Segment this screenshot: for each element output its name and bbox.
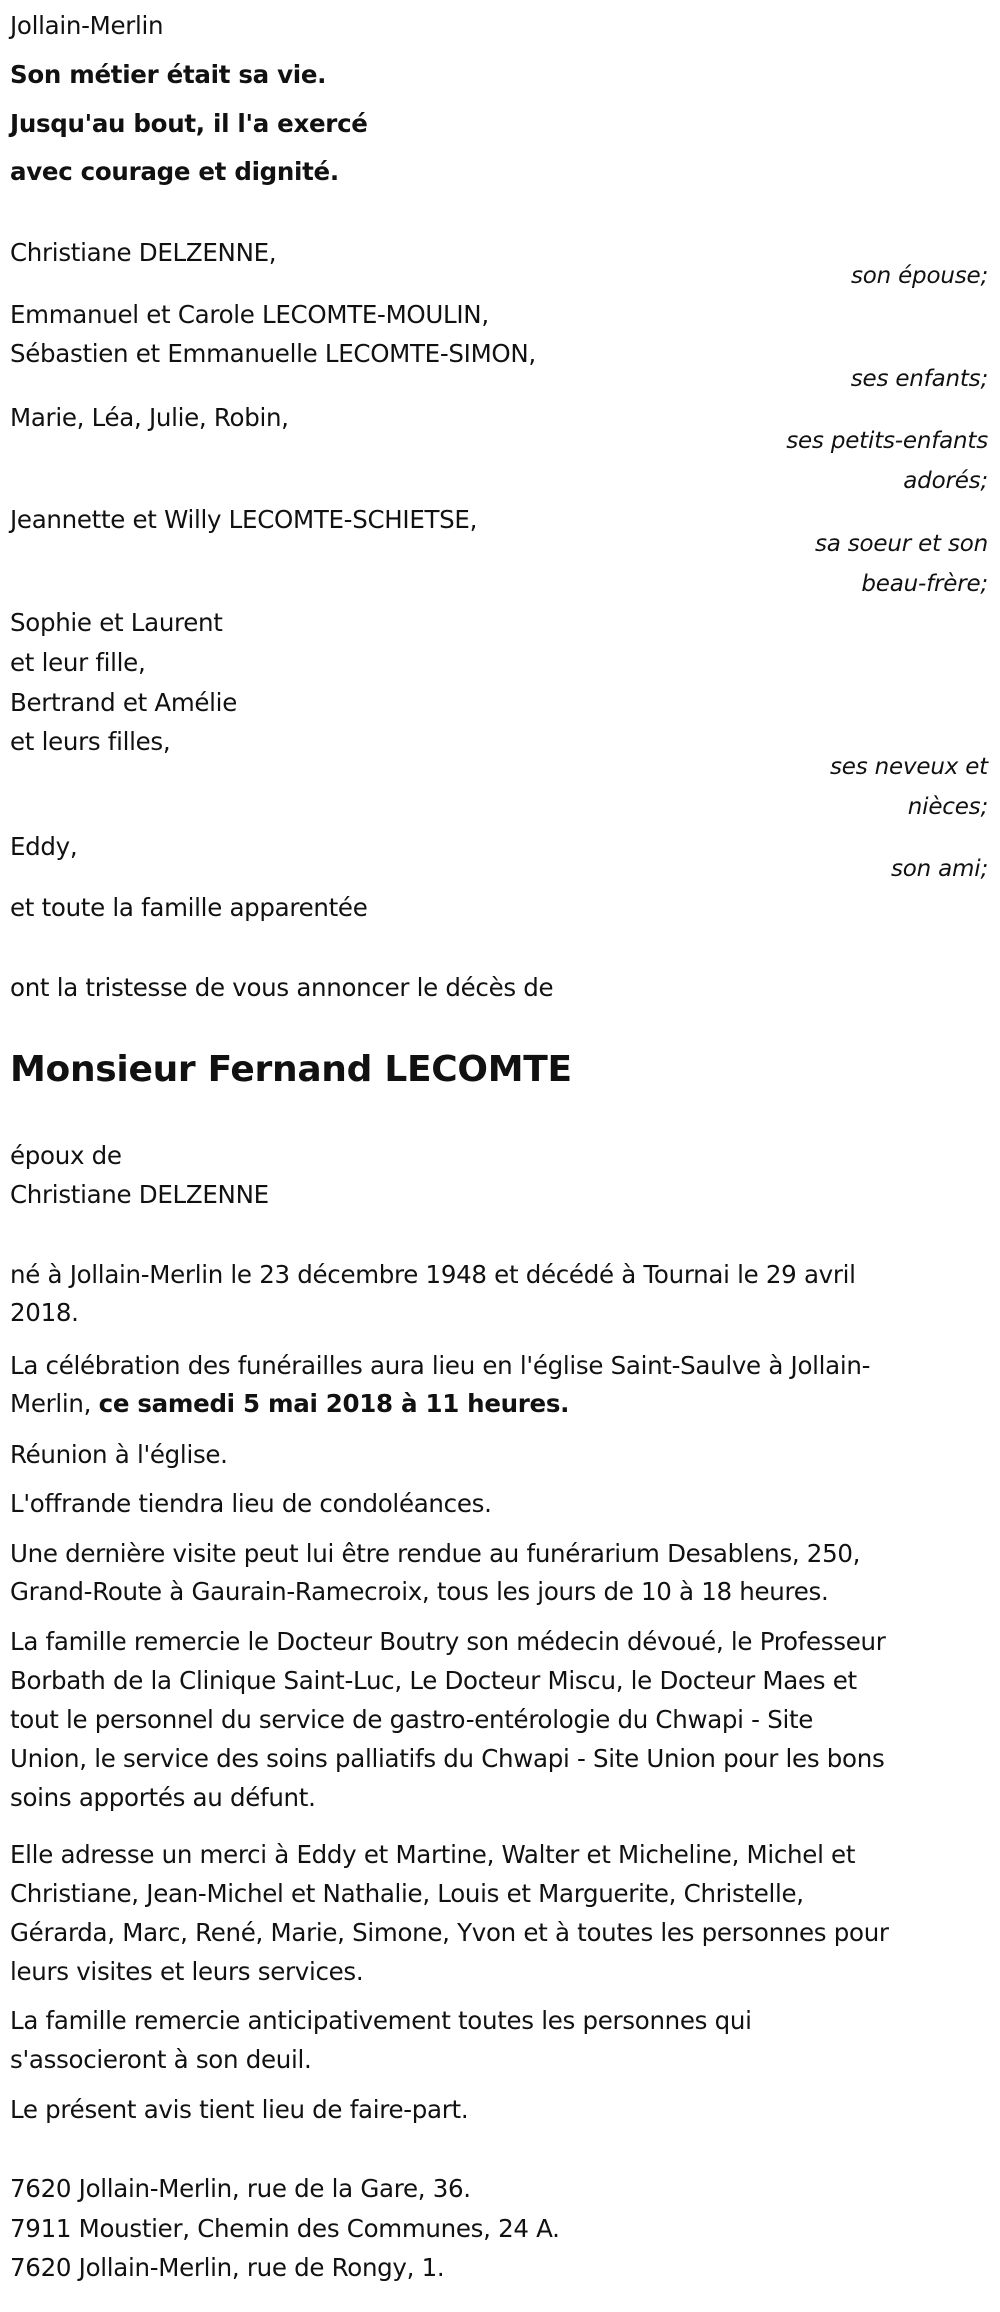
thanks-friends-line: Elle adresse un merci à Eddy et Martine, Walter et Micheline, Michel et — [10, 1840, 856, 1869]
family-relation: beau-frère; — [861, 571, 988, 597]
celebration-datetime: ce samedi 5 mai 2018 à 11 heures. — [98, 1389, 570, 1418]
celebration-line: La célébration des funérailles aura lieu en l'église Saint-Saulve à Jollain- — [10, 1351, 871, 1380]
family-relation: sa soeur et son — [814, 531, 988, 557]
meeting-text: Réunion à l'église. — [10, 1440, 228, 1469]
family-relation: son ami; — [891, 856, 988, 882]
thanks-friends-line: Christiane, Jean-Michel et Nathalie, Louis et Marguerite, Christelle, — [10, 1879, 804, 1908]
deceased-name: Monsieur Fernand LECOMTE — [10, 1049, 572, 1090]
family-name: Eddy, — [10, 832, 78, 861]
thanks-medical-line: La famille remercie le Docteur Boutry son médecin dévoué, le Professeur — [10, 1627, 886, 1656]
family-name: Emmanuel et Carole LECOMTE-MOULIN, — [10, 300, 489, 329]
family-name: et toute la famille apparentée — [10, 893, 368, 922]
celebration-line — [10, 1384, 569, 1424]
visit-line: Grand-Route à Gaurain-Ramecroix, tous les jours de 10 à 18 heures. — [10, 1577, 829, 1606]
thanks-medical-line: Union, le service des soins palliatifs du Chwapi - Site Union pour les bons — [10, 1744, 885, 1773]
birth-death-line: 2018. — [10, 1298, 79, 1327]
family-name: Sophie et Laurent — [10, 608, 223, 637]
celebration-place: Merlin, — [10, 1389, 99, 1418]
family-name: Christiane DELZENNE, — [10, 238, 277, 267]
family-relation: ses neveux et — [830, 754, 988, 780]
offering-text: L'offrande tiendra lieu de condoléances. — [10, 1489, 492, 1518]
thanks-medical-line: tout le personnel du service de gastro-entérologie du Chwapi - Site — [10, 1705, 814, 1734]
spouse-label: époux de — [10, 1141, 122, 1170]
spouse-name: Christiane DELZENNE — [10, 1180, 269, 1209]
address-line: 7911 Moustier, Chemin des Communes, 24 A. — [10, 2214, 560, 2243]
family-name: Sébastien et Emmanuelle LECOMTE-SIMON, — [10, 339, 536, 368]
family-relation: ses petits-enfants — [786, 428, 988, 454]
birth-death-line: né à Jollain-Merlin le 23 décembre 1948 et décédé à Tournai le 29 avril — [10, 1260, 856, 1289]
family-name: et leurs filles, — [10, 727, 171, 756]
place-heading: Jollain-Merlin — [10, 11, 164, 40]
notice-text: Le présent avis tient lieu de faire-part. — [10, 2095, 469, 2124]
address-line: 7620 Jollain-Merlin, rue de Rongy, 1. — [10, 2253, 445, 2282]
thanks-friends-line: Gérarda, Marc, René, Marie, Simone, Yvon et à toutes les personnes pour — [10, 1918, 889, 1947]
motto-line: Son métier était sa vie. — [10, 60, 327, 89]
thanks-anticipated-line: La famille remercie anticipativement toutes les personnes qui — [10, 2006, 752, 2035]
family-name: Marie, Léa, Julie, Robin, — [10, 403, 289, 432]
thanks-friends-line: leurs visites et leurs services. — [10, 1957, 364, 1986]
family-relation: adorés; — [903, 468, 988, 494]
family-name: Jeannette et Willy LECOMTE-SCHIETSE, — [10, 505, 478, 534]
thanks-anticipated-line: s'associeront à son deuil. — [10, 2045, 312, 2074]
family-name: et leur fille, — [10, 648, 146, 677]
family-name: Bertrand et Amélie — [10, 688, 237, 717]
motto-line: Jusqu'au bout, il l'a exercé — [10, 109, 368, 138]
family-relation: nièces; — [907, 794, 988, 820]
thanks-medical-line: soins apportés au défunt. — [10, 1783, 316, 1812]
thanks-medical-line: Borbath de la Clinique Saint-Luc, Le Docteur Miscu, le Docteur Maes et — [10, 1666, 857, 1695]
visit-line: Une dernière visite peut lui être rendue au funérarium Desablens, 250, — [10, 1539, 861, 1568]
announcement-text: ont la tristesse de vous annoncer le décès de — [10, 973, 554, 1002]
family-relation: ses enfants; — [850, 366, 988, 392]
address-line: 7620 Jollain-Merlin, rue de la Gare, 36. — [10, 2174, 471, 2203]
family-relation: son épouse; — [850, 263, 988, 289]
motto-line: avec courage et dignité. — [10, 157, 339, 186]
